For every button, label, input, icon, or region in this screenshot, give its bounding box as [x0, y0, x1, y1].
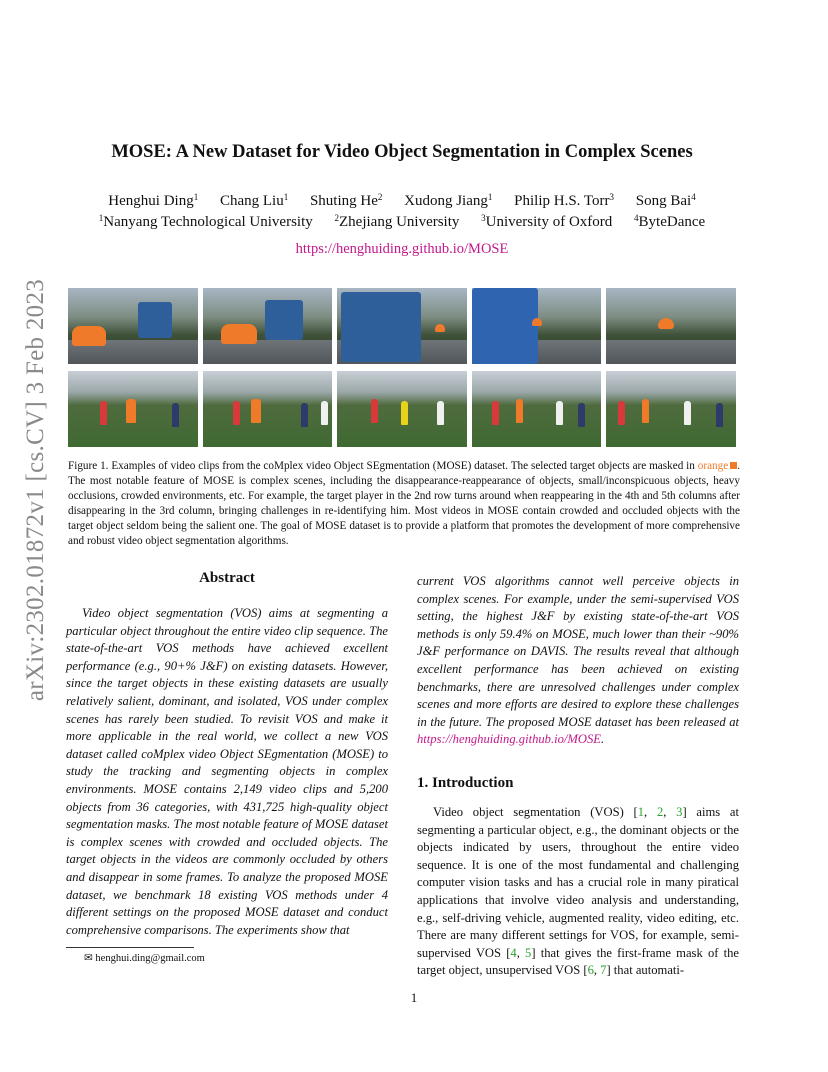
video-frame — [606, 371, 736, 447]
author: Henghui Ding$^1$ — [108, 192, 199, 209]
affiliation: $^2$Zhejiang University — [334, 213, 460, 230]
video-frame — [606, 288, 736, 364]
affiliation: $^3$University of Oxford — [481, 213, 613, 230]
author: Philip H.S. Torr$^3$ — [514, 192, 614, 209]
citation-link[interactable]: 7 — [600, 963, 607, 978]
footnote-email: ✉ henghui.ding@gmail.com — [84, 953, 205, 964]
citation-link[interactable]: 3 — [676, 804, 683, 819]
affiliation: $^4$ByteDance — [634, 213, 706, 230]
abstract-heading: Abstract — [199, 570, 255, 586]
citation-link[interactable]: 5 — [525, 945, 532, 960]
citation-link[interactable]: 6 — [587, 963, 594, 978]
video-frame — [203, 371, 333, 447]
video-frame — [68, 371, 198, 447]
left-column — [66, 570, 388, 939]
citation-link[interactable]: 2 — [656, 804, 664, 819]
citation-link[interactable]: 4 — [510, 945, 517, 960]
citation-link[interactable]: 1 — [637, 804, 645, 819]
introduction-text: Video object segmentation (VOS) [1, 2, 3] aims at segmenting a particular object, e.g., the dominant objects or the objects indicated by users, throughout the entire video sequence. It is one of the most fundamental and challenging computer vision tasks and has a crucial role in many piratical applications that involve video analysis and understanding, e.g., self-driving vehicle, augmented reality, video editing, etc. There are many different settings for VOS, for example, semi-supervised VOS [4, 5] that gives the first-frame mask of the target object, unsupervised VOS [6, 7] that automati- — [417, 804, 740, 978]
author: Xudong Jiang$^1$ — [404, 192, 493, 209]
figure-caption: Figure 1. Examples of video clips from the coMplex video Object SEgmentation (MOSE) dataset. The selected target objects are masked in orange . The most notable feature of MOSE is complex scenes, including the disappearance-reappearance of objects, small/inconspicuous objects, heavy occlusions, crowded environments, etc. For example, the target player in the 2nd row turns around when reappearing in the 4th and 5th columns after disappearing in the 3rd column, bringing challenges in re-identifying him. Most videos in MOSE contain crowded and occluded objects with the target object seldom being the salient one. The goal of MOSE dataset is to provide a platform that promotes the development of more comprehensive and robust video object segmentation algorithms. — [68, 460, 740, 547]
video-frame — [203, 288, 333, 364]
author: Shuting He$^2$ — [309, 192, 383, 209]
affiliation-list — [66, 214, 738, 231]
author: Chang Liu$^1$ — [219, 192, 289, 209]
figure-row-bus — [68, 288, 736, 364]
dataset-link[interactable]: https://henghuiding.github.io/MOSE — [417, 732, 601, 747]
arxiv-stamp: arXiv:2302.01872v1 [cs.CV] 3 Feb 2023 — [22, 278, 49, 702]
video-frame — [472, 371, 602, 447]
figure-row-football — [68, 371, 736, 447]
abstract-text-continued: current VOS algorithms cannot well perceive objects in complex scenes. For example, under the semi-supervised VOS setting, the highest J&F by existing state-of-the-art VOS methods is only 59.4% on MOSE, much lower than their ~90% J&F performance on DAVIS. The results reveal that although excellent performance has been achieved on existing benchmarks, there are unresolved challenges under complex scenes and more efforts are desired to explore these challenges in the future. The proposed MOSE dataset has been released at https://henghuiding.github.io/MOSE. — [417, 574, 739, 747]
abstract-text: Video object segmentation (VOS) aims at segmenting a particular object throughout the entire video clip sequence. The state-of-the-art VOS methods have achieved excellent performance (e.g., 90+% J&F) on existing datasets. However, since the target objects in these existing datasets are usually relatively salient, dominant, and isolated, VOS under complex scenes has rarely been studied. To revisit VOS and make it more applicable in the real world, we collect a new VOS dataset called coMplex video Object SEgmentation (MOSE) to study the tracking and segmenting objects in complex environments. MOSE contains 2,149 video clips and 5,200 objects from 36 categories, with 431,725 high-quality object segmentation masks. The most notable feature of MOSE dataset is complex scenes with crowded and occluded objects. The target objects in the videos are commonly occluded by others and disappear in some frames. To analyze the proposed MOSE dataset, we benchmark 18 existing VOS methods under 4 different settings on the proposed MOSE dataset and conduct comprehensive comparisons. The experiments show that — [66, 606, 388, 937]
video-frame — [337, 371, 467, 447]
video-frame — [472, 288, 602, 364]
author-list — [66, 193, 738, 210]
author: Song Bai$^4$ — [635, 192, 696, 209]
video-frame — [337, 288, 467, 364]
affiliation: $^1$Nanyang Technological University — [98, 213, 313, 230]
right-column — [417, 573, 739, 980]
introduction-heading: 1. Introduction — [417, 774, 514, 791]
page-number: 1 — [410, 990, 418, 1005]
figure-1 — [68, 288, 736, 454]
paper-title: MOSE: A New Dataset for Video Object Segmentation in Complex Scenes — [111, 142, 693, 162]
footnote-rule — [66, 947, 194, 948]
video-frame — [68, 288, 198, 364]
project-url-link[interactable]: https://henghuiding.github.io/MOSE — [295, 241, 509, 257]
